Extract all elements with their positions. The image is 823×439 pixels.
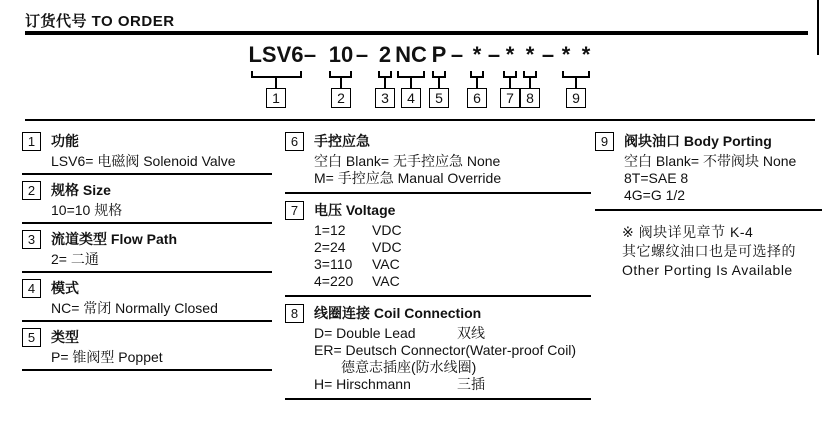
code-token-type: P	[431, 42, 447, 67]
order-code-diagram	[0, 42, 823, 112]
note-line: 其它螺纹油口也是可选择的	[622, 243, 796, 259]
option-line: M= 手控应急 Manual Override	[314, 170, 502, 186]
coil-row	[314, 359, 591, 376]
bracket-stem-8	[529, 78, 531, 88]
option-line: 10=10 规格	[51, 202, 123, 218]
section-3-flow-path	[22, 224, 272, 273]
section-title: 阀块油口 Body Porting	[624, 133, 772, 149]
bracket-stem-7	[509, 78, 511, 88]
section-title: 功能	[51, 133, 79, 149]
code-token-mode: NC	[395, 42, 427, 67]
section-title: 模式	[51, 280, 79, 296]
code-token-dash: –	[450, 42, 464, 67]
coil-row	[314, 342, 591, 359]
option-line: 空白 Blank= 不带阀块 None	[624, 153, 797, 169]
bracket-2	[329, 71, 352, 78]
code-token-star: *	[472, 42, 482, 67]
code-token-size: 10	[328, 42, 354, 67]
note-line: ※ 阀块详见章节 K-4	[622, 224, 754, 240]
voltage-unit: VDC	[372, 239, 402, 255]
section-6-manual-override	[285, 128, 591, 194]
coil-label-zh: 三插	[457, 376, 485, 392]
column-right	[595, 128, 822, 280]
bracket-stem-2	[340, 78, 342, 88]
voltage-unit: VAC	[372, 256, 400, 272]
note-line: Other Porting Is Available	[622, 262, 793, 278]
group-number: 9	[572, 90, 580, 106]
coil-code: ER= Deutsch Connector(Water-proof Coil)	[314, 342, 577, 358]
bracket-5	[432, 71, 446, 78]
code-token-star: *	[581, 42, 591, 67]
bracket-stem-5	[438, 78, 440, 88]
section-number-box: 6	[285, 132, 304, 151]
section-number-box: 5	[22, 328, 41, 347]
section-title: 类型	[51, 329, 79, 345]
group-number: 5	[435, 90, 443, 106]
section-5-type	[22, 322, 272, 371]
voltage-code: 3=110	[314, 256, 353, 272]
column-middle	[285, 128, 591, 400]
section-7-voltage	[285, 194, 591, 297]
section-4-mode	[22, 273, 272, 322]
code-token-star: *	[505, 42, 515, 67]
code-token-star: *	[561, 42, 571, 67]
code-token-dash: –	[355, 42, 369, 67]
code-token-flowpath: 2	[378, 42, 392, 67]
voltage-row	[314, 239, 591, 256]
code-token-dash: –	[303, 42, 317, 67]
coil-code: H= Hirschmann	[314, 376, 411, 392]
group-number: 7	[506, 90, 514, 106]
column-left	[22, 128, 272, 371]
section-title: 线圈连接 Coil Connection	[314, 305, 482, 321]
page-title: 订货代号 TO ORDER	[25, 13, 175, 30]
bracket-stem-1	[275, 78, 277, 88]
section-number-box: 4	[22, 279, 41, 298]
group-number-box-2	[331, 88, 351, 108]
option-line: 空白 Blank= 无手控应急 None	[314, 153, 501, 169]
option-line: NC= 常闭 Normally Closed	[51, 300, 218, 316]
bracket-8	[523, 71, 537, 78]
section-1-function	[22, 128, 272, 175]
option-line: 4G=G 1/2	[624, 187, 686, 203]
group-number-box-6	[467, 88, 487, 108]
bracket-7	[503, 71, 517, 78]
coil-code: D= Double Lead	[314, 325, 416, 341]
section-number-box: 7	[285, 201, 304, 220]
voltage-row	[314, 222, 591, 239]
section-title: 流道类型 Flow Path	[51, 231, 177, 247]
group-number-box-8	[520, 88, 540, 108]
code-token-lsv6: LSV6	[248, 42, 304, 67]
group-number-box-5	[429, 88, 449, 108]
coil-label-zh: 德意志插座(防水线圈)	[341, 359, 477, 375]
group-number: 2	[337, 90, 345, 106]
porting-note	[622, 223, 822, 280]
section-number-box: 8	[285, 304, 304, 323]
group-number-box-7	[500, 88, 520, 108]
group-number-box-4	[401, 88, 421, 108]
voltage-code: 4=220	[314, 273, 354, 289]
bracket-stem-6	[476, 78, 478, 88]
code-token-dash: –	[541, 42, 555, 67]
group-number: 4	[407, 90, 415, 106]
bracket-stem-4	[410, 78, 412, 88]
group-number: 8	[526, 90, 534, 106]
code-token-star: *	[525, 42, 535, 67]
bracket-4	[397, 71, 425, 78]
code-section-divider	[25, 119, 815, 121]
section-title: 电压 Voltage	[314, 202, 396, 218]
bracket-6	[470, 71, 484, 78]
voltage-unit: VDC	[372, 222, 402, 238]
voltage-code: 2=24	[314, 239, 346, 255]
coil-row	[314, 376, 591, 393]
bracket-3	[378, 71, 392, 78]
option-line: LSV6= 电磁阀 Solenoid Valve	[51, 153, 236, 169]
section-title: 手控应急	[314, 133, 370, 149]
coil-label-zh: 双线	[457, 325, 485, 341]
voltage-row	[314, 256, 591, 273]
voltage-unit: VAC	[372, 273, 400, 289]
section-number-box: 1	[22, 132, 41, 151]
option-line: 8T=SAE 8	[624, 170, 689, 186]
section-number-box: 9	[595, 132, 614, 151]
group-number: 1	[272, 90, 280, 106]
group-number: 6	[473, 90, 481, 106]
bracket-9	[562, 71, 590, 78]
section-title: 规格 Size	[51, 182, 111, 198]
bracket-stem-9	[575, 78, 577, 88]
section-number-box: 3	[22, 230, 41, 249]
bracket-1	[251, 71, 302, 78]
code-token-dash: –	[487, 42, 501, 67]
group-number: 3	[381, 90, 389, 106]
section-9-body-porting	[595, 128, 822, 211]
voltage-row	[314, 273, 591, 290]
section-2-size	[22, 175, 272, 224]
group-number-box-9	[566, 88, 586, 108]
option-line: 2= 二通	[51, 251, 99, 267]
group-number-box-3	[375, 88, 395, 108]
section-number-box: 2	[22, 181, 41, 200]
option-line: P= 锥阀型 Poppet	[51, 349, 163, 365]
section-8-coil-connection	[285, 297, 591, 400]
header-rule	[25, 31, 808, 35]
voltage-code: 1=12	[314, 222, 346, 238]
coil-row	[314, 325, 591, 342]
group-number-box-1	[266, 88, 286, 108]
bracket-stem-3	[384, 78, 386, 88]
